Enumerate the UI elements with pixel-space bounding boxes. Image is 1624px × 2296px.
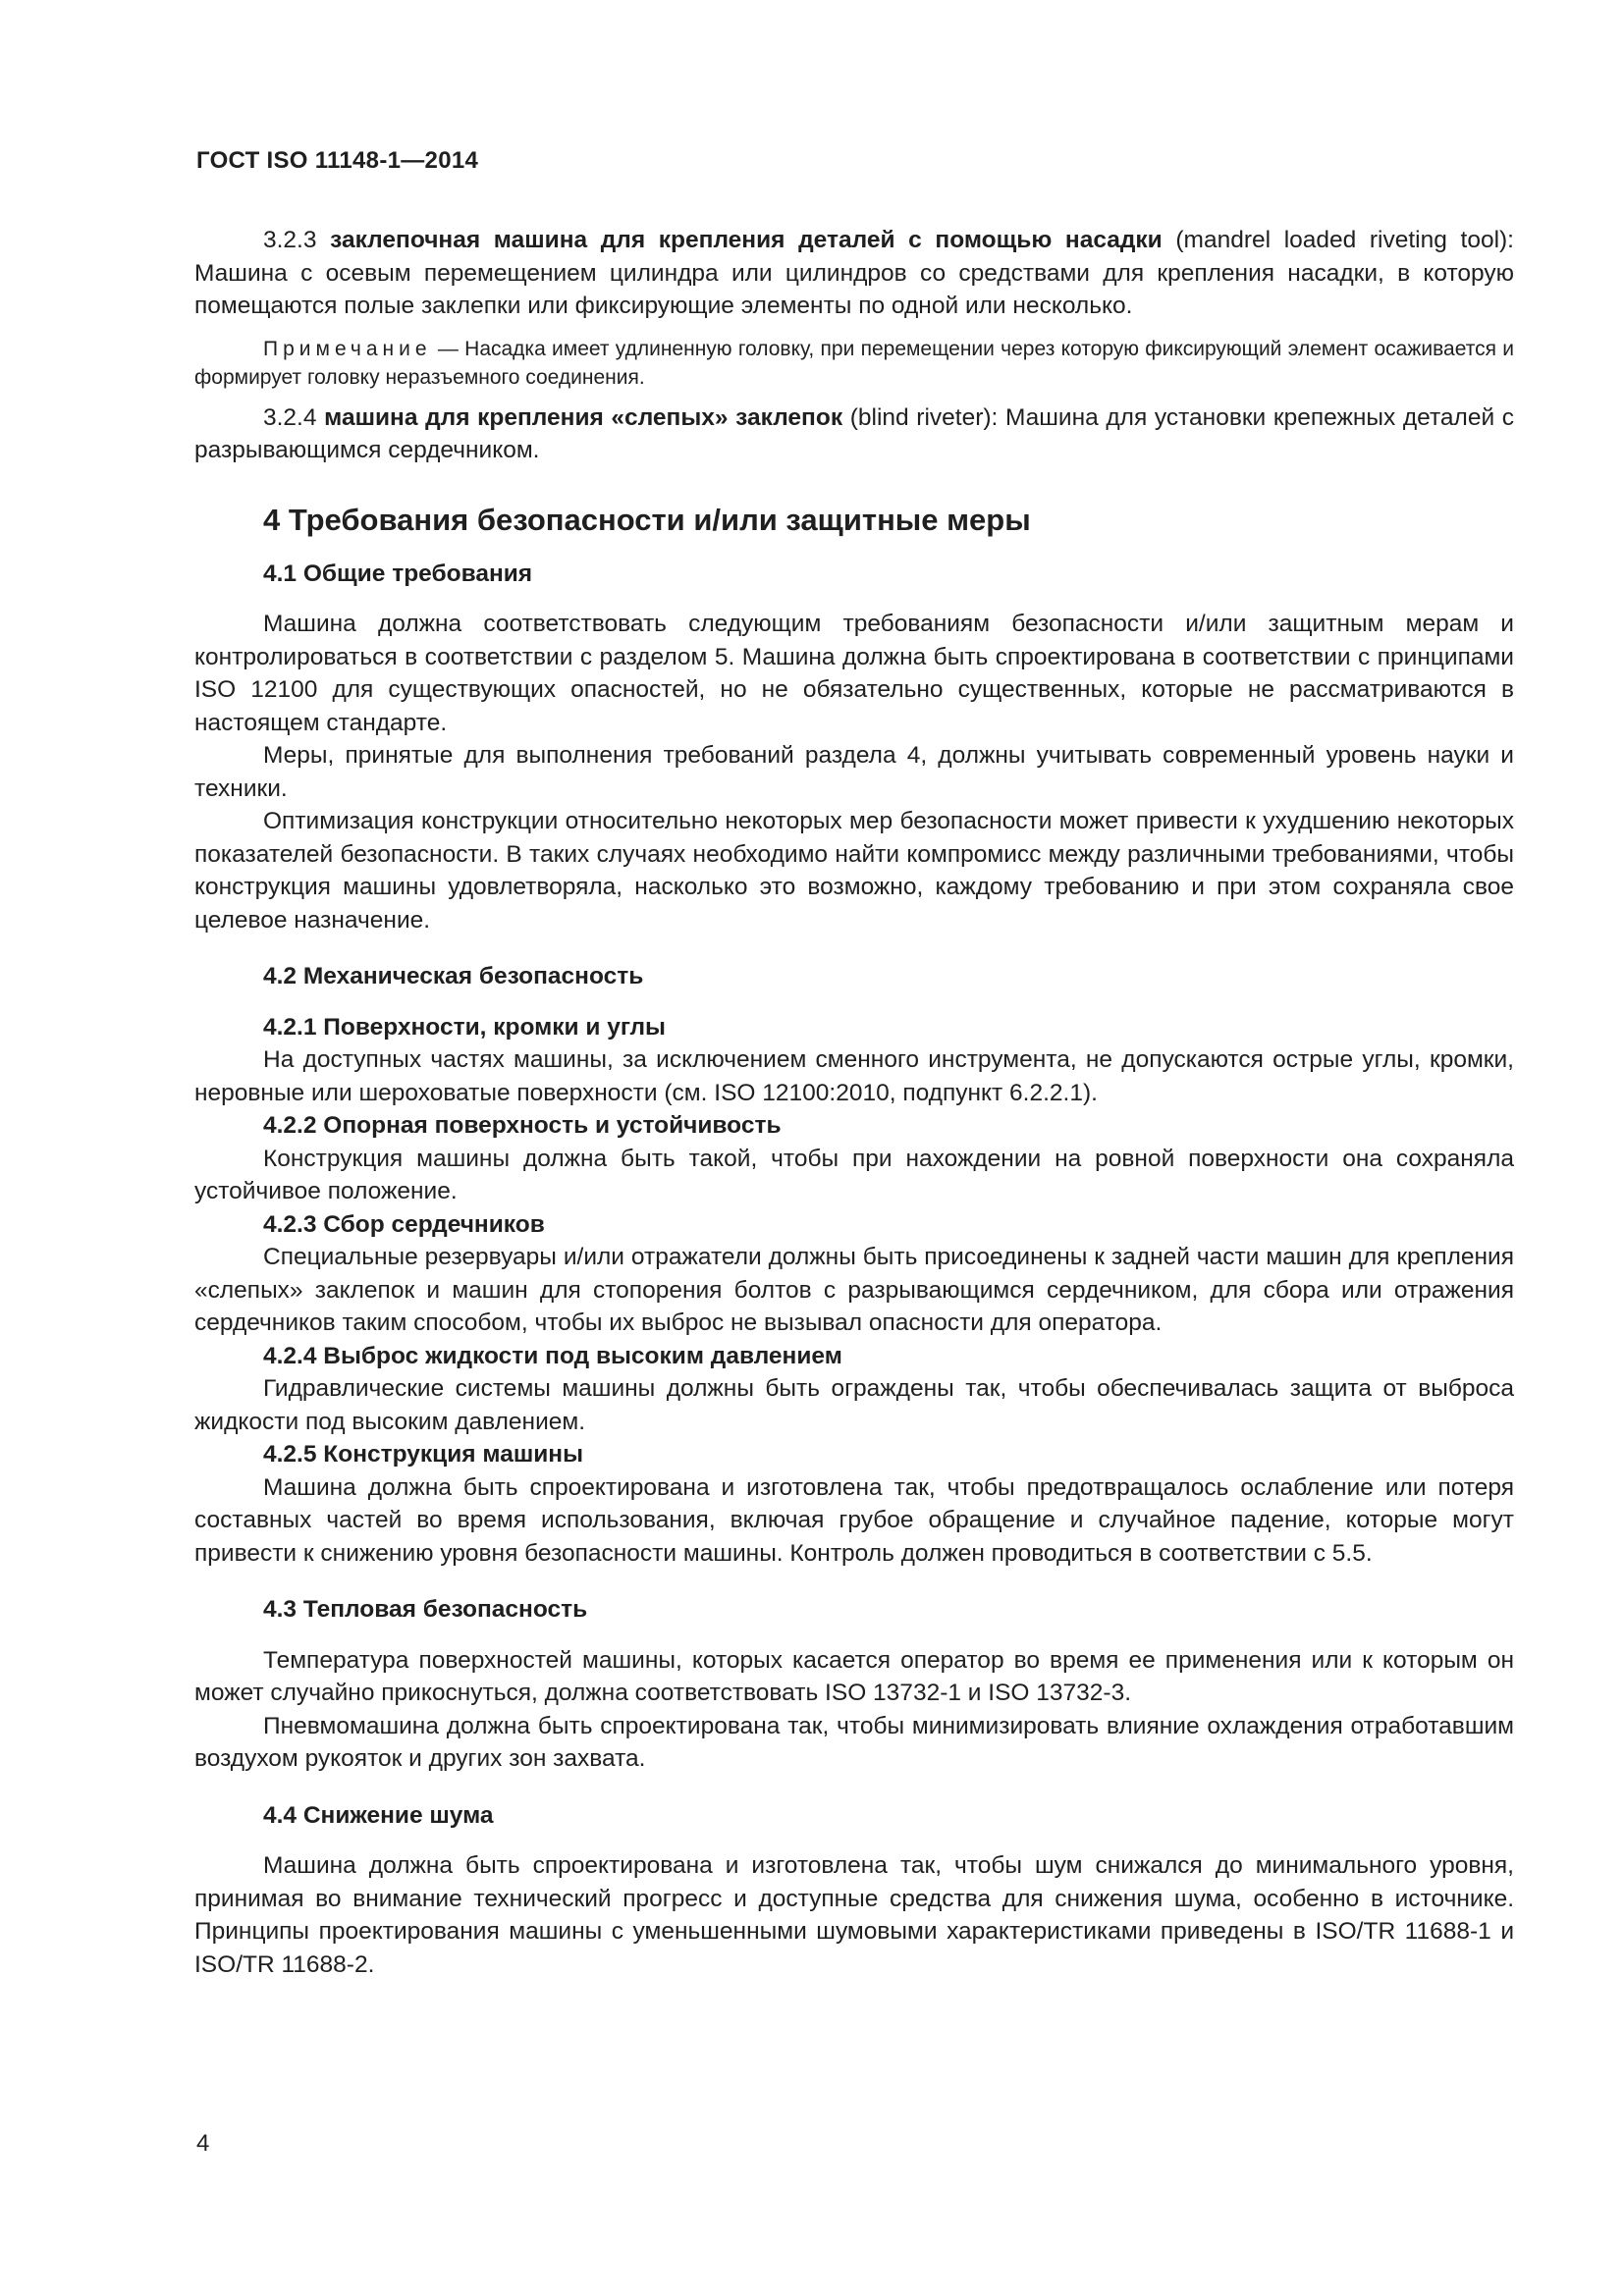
section-4-2-heading: 4.2 Механическая безопасность (263, 963, 644, 989)
section-4-2-1-heading: 4.2.1 Поверхности, кромки и углы (263, 1013, 666, 1041)
paragraph: Машина должна быть спроектирована и изготовлена так, чтобы предотвращалось ослабление или потеря составных частей во время использования, включая грубое обращение и случайное падение, которые могут привести к снижению уровня безопасности машины. Контроль должен проводиться в соответствии с 5.5. (194, 1473, 1514, 1567)
section-4-2-2-heading: 4.2.2 Опорная поверхность и устойчивость (263, 1112, 782, 1139)
paragraph: На доступных частях машины, за исключением сменного инструмента, не допускаются острые углы, кромки, неровные или шероховатые поверхности (см. ISO 12100:2010, подпункт 6.2.2.1). (194, 1046, 1514, 1106)
paragraph: Температура поверхностей машины, которых касается оператор во время ее применения или к которым он может случайно прикоснуться, должна соответствовать ISO 13732-1 и ISO 13732-3. (194, 1646, 1514, 1706)
clause-number: 3.2.4 (263, 403, 317, 431)
paragraph: Машина должна соответствовать следующим требованиям безопасности и/или защитным мерам и контролироваться в соответствии с разделом 5. Машина должна быть спроектирована в соответствии с принципами ISO 12100 для существующих опасностей, но не обязательно существенных, которые не рассматриваются в настоящем стандарте. (194, 611, 1514, 736)
section-4-1-heading: 4.1 Общие требования (263, 560, 533, 587)
section-4-heading: 4 Требования безопасности и/или защитные меры (263, 502, 1031, 537)
clause-term: машина для крепления «слепых» заклепок (324, 403, 843, 431)
section-4-2-4-heading: 4.2.4 Выброс жидкости под высоким давлением (263, 1342, 842, 1369)
paragraph: Меры, принятые для выполнения требований раздела 4, должны учитывать современный уровень науки и техники. (194, 742, 1514, 802)
document-header: ГОСТ ISO 11148-1—2014 (196, 147, 479, 174)
note-text: — Насадка имеет удлиненную головку, при перемещении через которую фиксирующий элемент осаживается и формирует головку неразъемного соединения. (194, 337, 1514, 389)
paragraph: Оптимизация конструкции относительно некоторых мер безопасности может привести к ухудшению некоторых показателей безопасности. В таких случаях необходимо найти компромисс между различными требованиями, чтобы конструкция машины удовлетворяла, насколько это возможно, каждому требованию и при этом сохраняла свое целевое назначение. (194, 808, 1514, 934)
clause-number: 3.2.3 (263, 227, 317, 253)
clause-text: (blind riveter): Машина для установки крепежных деталей с разрывающимся сердечником. (194, 403, 1515, 463)
section-4-4-heading: 4.4 Снижение шума (263, 1801, 494, 1829)
paragraph: Гидравлические системы машины должны быть ограждены так, чтобы обеспечивалась защита от выброса жидкости под высоким давлением. (194, 1375, 1514, 1435)
note (194, 335, 1514, 392)
section-4-3-heading: 4.3 Тепловая безопасность (263, 1596, 588, 1623)
clause-3-2-3 (194, 224, 1514, 323)
clause-term: заклепочная машина для крепления деталей с помощью насадки (330, 227, 1163, 253)
paragraph: Специальные резервуары и/или отражатели должны быть присоединены к задней части машин для крепления «слепых» заклепок и машин для стопорения болтов с разрывающимся сердечником, для сбора или отражения сердечников таким способом, чтобы их выброс не вызывал опасности для оператора. (194, 1244, 1514, 1336)
page-content (194, 224, 1514, 1981)
clause-3-2-4 (194, 401, 1514, 467)
paragraph: Пневмомашина должна быть спроектирована так, чтобы минимизировать влияние охлаждения отработавшим воздухом рукояток и других зон захвата. (194, 1712, 1514, 1772)
note-label: Примечание (263, 337, 432, 360)
clause-text: (mandrel loaded riveting tool): Машина с осевым перемещением цилиндра или цилиндров со средствами для крепления насадки, в которую помещаются полые заклепки или фиксирующие элементы по одной или несколько. (194, 227, 1514, 319)
section-4-2-3-heading: 4.2.3 Сбор сердечников (263, 1210, 545, 1238)
paragraph: Конструкция машины должна быть такой, чтобы при нахождении на ровной поверхности она сохраняла устойчивое положение. (194, 1145, 1514, 1204)
section-4-2-5-heading: 4.2.5 Конструкция машины (263, 1441, 584, 1468)
page-number: 4 (196, 2130, 210, 2157)
paragraph: Машина должна быть спроектирована и изготовлена так, чтобы шум снижался до минимального уровня, принимая во внимание технический прогресс и доступные средства для снижения шума, особенно в источнике. Принципы проектирования машины с уменьшенными шумовыми характеристиками приведены в ISO/TR 11688-1 и ISO/TR 11688-2. (194, 1852, 1514, 1978)
